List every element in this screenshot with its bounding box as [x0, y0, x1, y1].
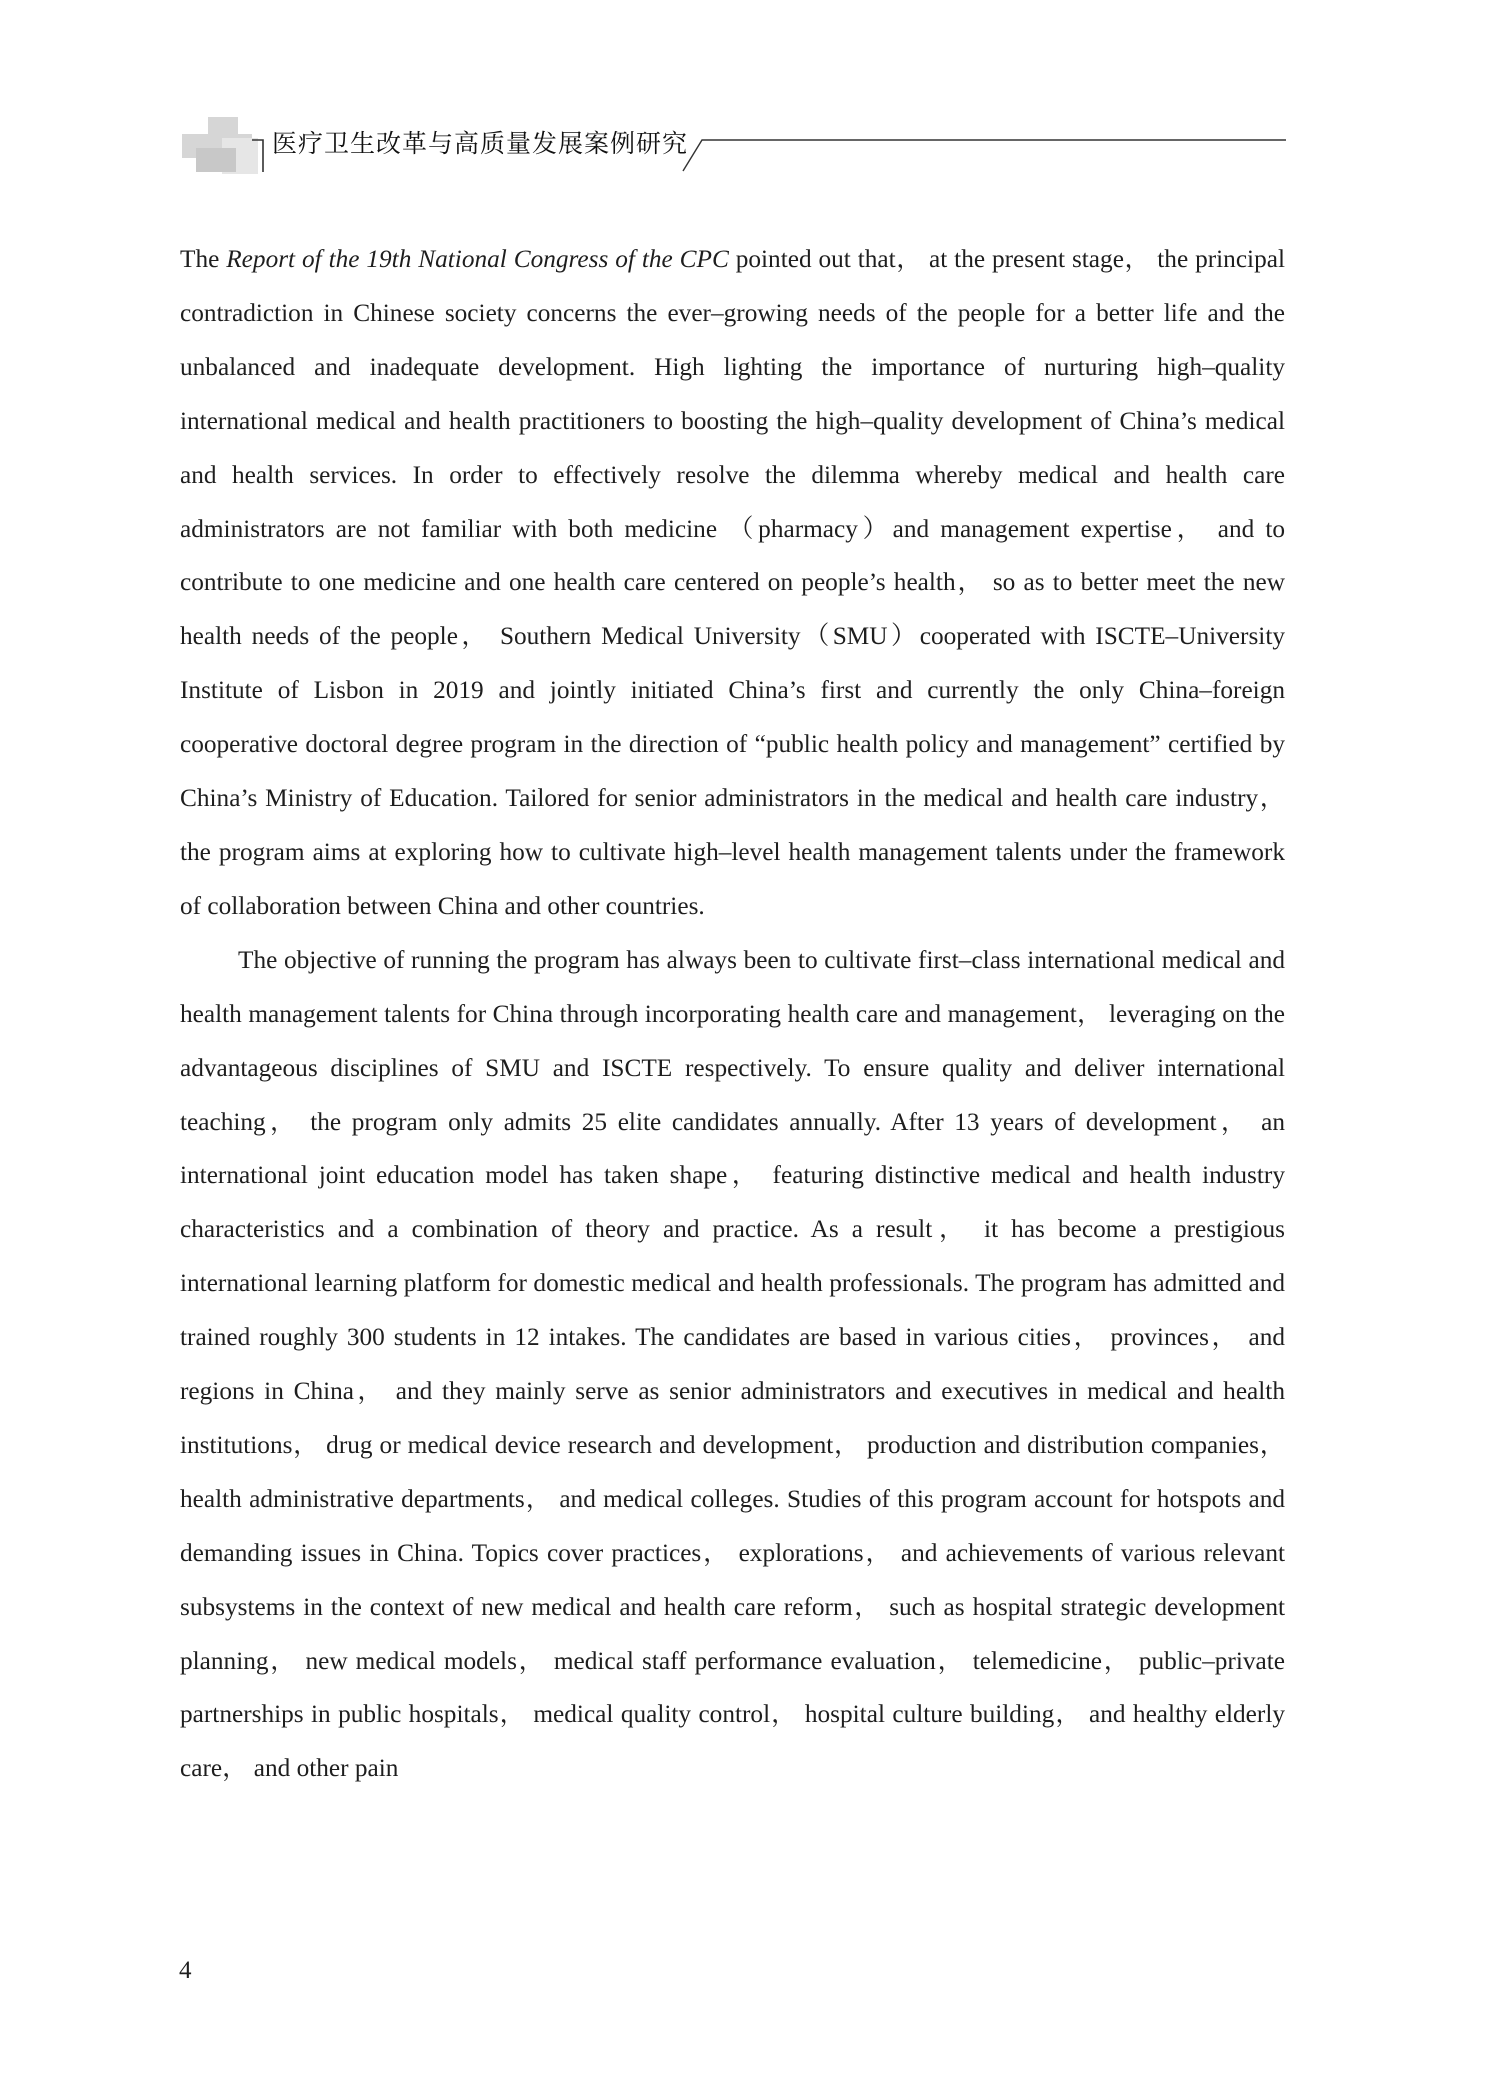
body-text	[180, 233, 1285, 1796]
header-decoration-icon	[0, 0, 1504, 200]
paragraph-1-text: pointed out that， at the present stage， the principal contradiction in Chinese society concerns the ever–growing needs of the people for a better life and the unbalanced and inadequate development. High lighting the importance of nurturing high–quality international medical and health practitioners to boosting the high–quality development of China’s medical and health services. In order to effectively resolve the dilemma whereby medical and health care administrators are not familiar with both medicine （pharmacy）and management expertise， and to contribute to one medicine and one health care centered on people’s health， so as to better meet the new health needs of the people， Southern Medical University（SMU）cooperated with ISCTE–University Institute of Lisbon in 2019 and jointly initiated China’s first and currently the only China–foreign cooperative doctoral degree program in the direction of “public health policy and management” certified by China’s Ministry of Education. Tailored for senior administrators in the medical and health care industry， the program aims at exploring how to cultivate high–level health management talents under the framework of collaboration between China and other countries.	[180, 245, 1285, 920]
page-number: 4	[179, 1957, 192, 1984]
paragraph-1	[180, 233, 1285, 934]
report-title-italic: Report of the 19th National Congress of the CPC	[226, 245, 729, 273]
header-title: 医疗卫生改革与高质量发展案例研究	[272, 129, 689, 158]
paragraph-2: The objective of running the program has always been to cultivate first–class international medical and health management talents for China through incorporating health care and management， leveraging on the advantageous disciplines of SMU and ISCTE respectively. To ensure quality and deliver international teaching， the program only admits 25 elite candidates annually. After 13 years of development， an international joint education model has taken shape， featuring distinctive medical and health industry characteristics and a combination of theory and practice. As a result， it has become a prestigious international learning platform for domestic medical and health professionals. The program has admitted and trained roughly 300 students in 12 intakes. The candidates are based in various cities， provinces， and regions in China， and they mainly serve as senior administrators and executives in medical and health institutions， drug or medical device research and development， production and distribution companies， health administrative departments， and medical colleges. Studies of this program account for hotspots and demanding issues in China. Topics cover practices， explorations， and achievements of various relevant subsystems in the context of new medical and health care reform， such as hospital strategic development planning， new medical models， medical staff performance evaluation， telemedicine， public–private partnerships in public hospitals， medical quality control， hospital culture building， and healthy elderly care， and other pain	[180, 945, 1285, 1783]
paragraph-1-lead: The	[180, 245, 227, 273]
running-header	[0, 0, 1504, 200]
